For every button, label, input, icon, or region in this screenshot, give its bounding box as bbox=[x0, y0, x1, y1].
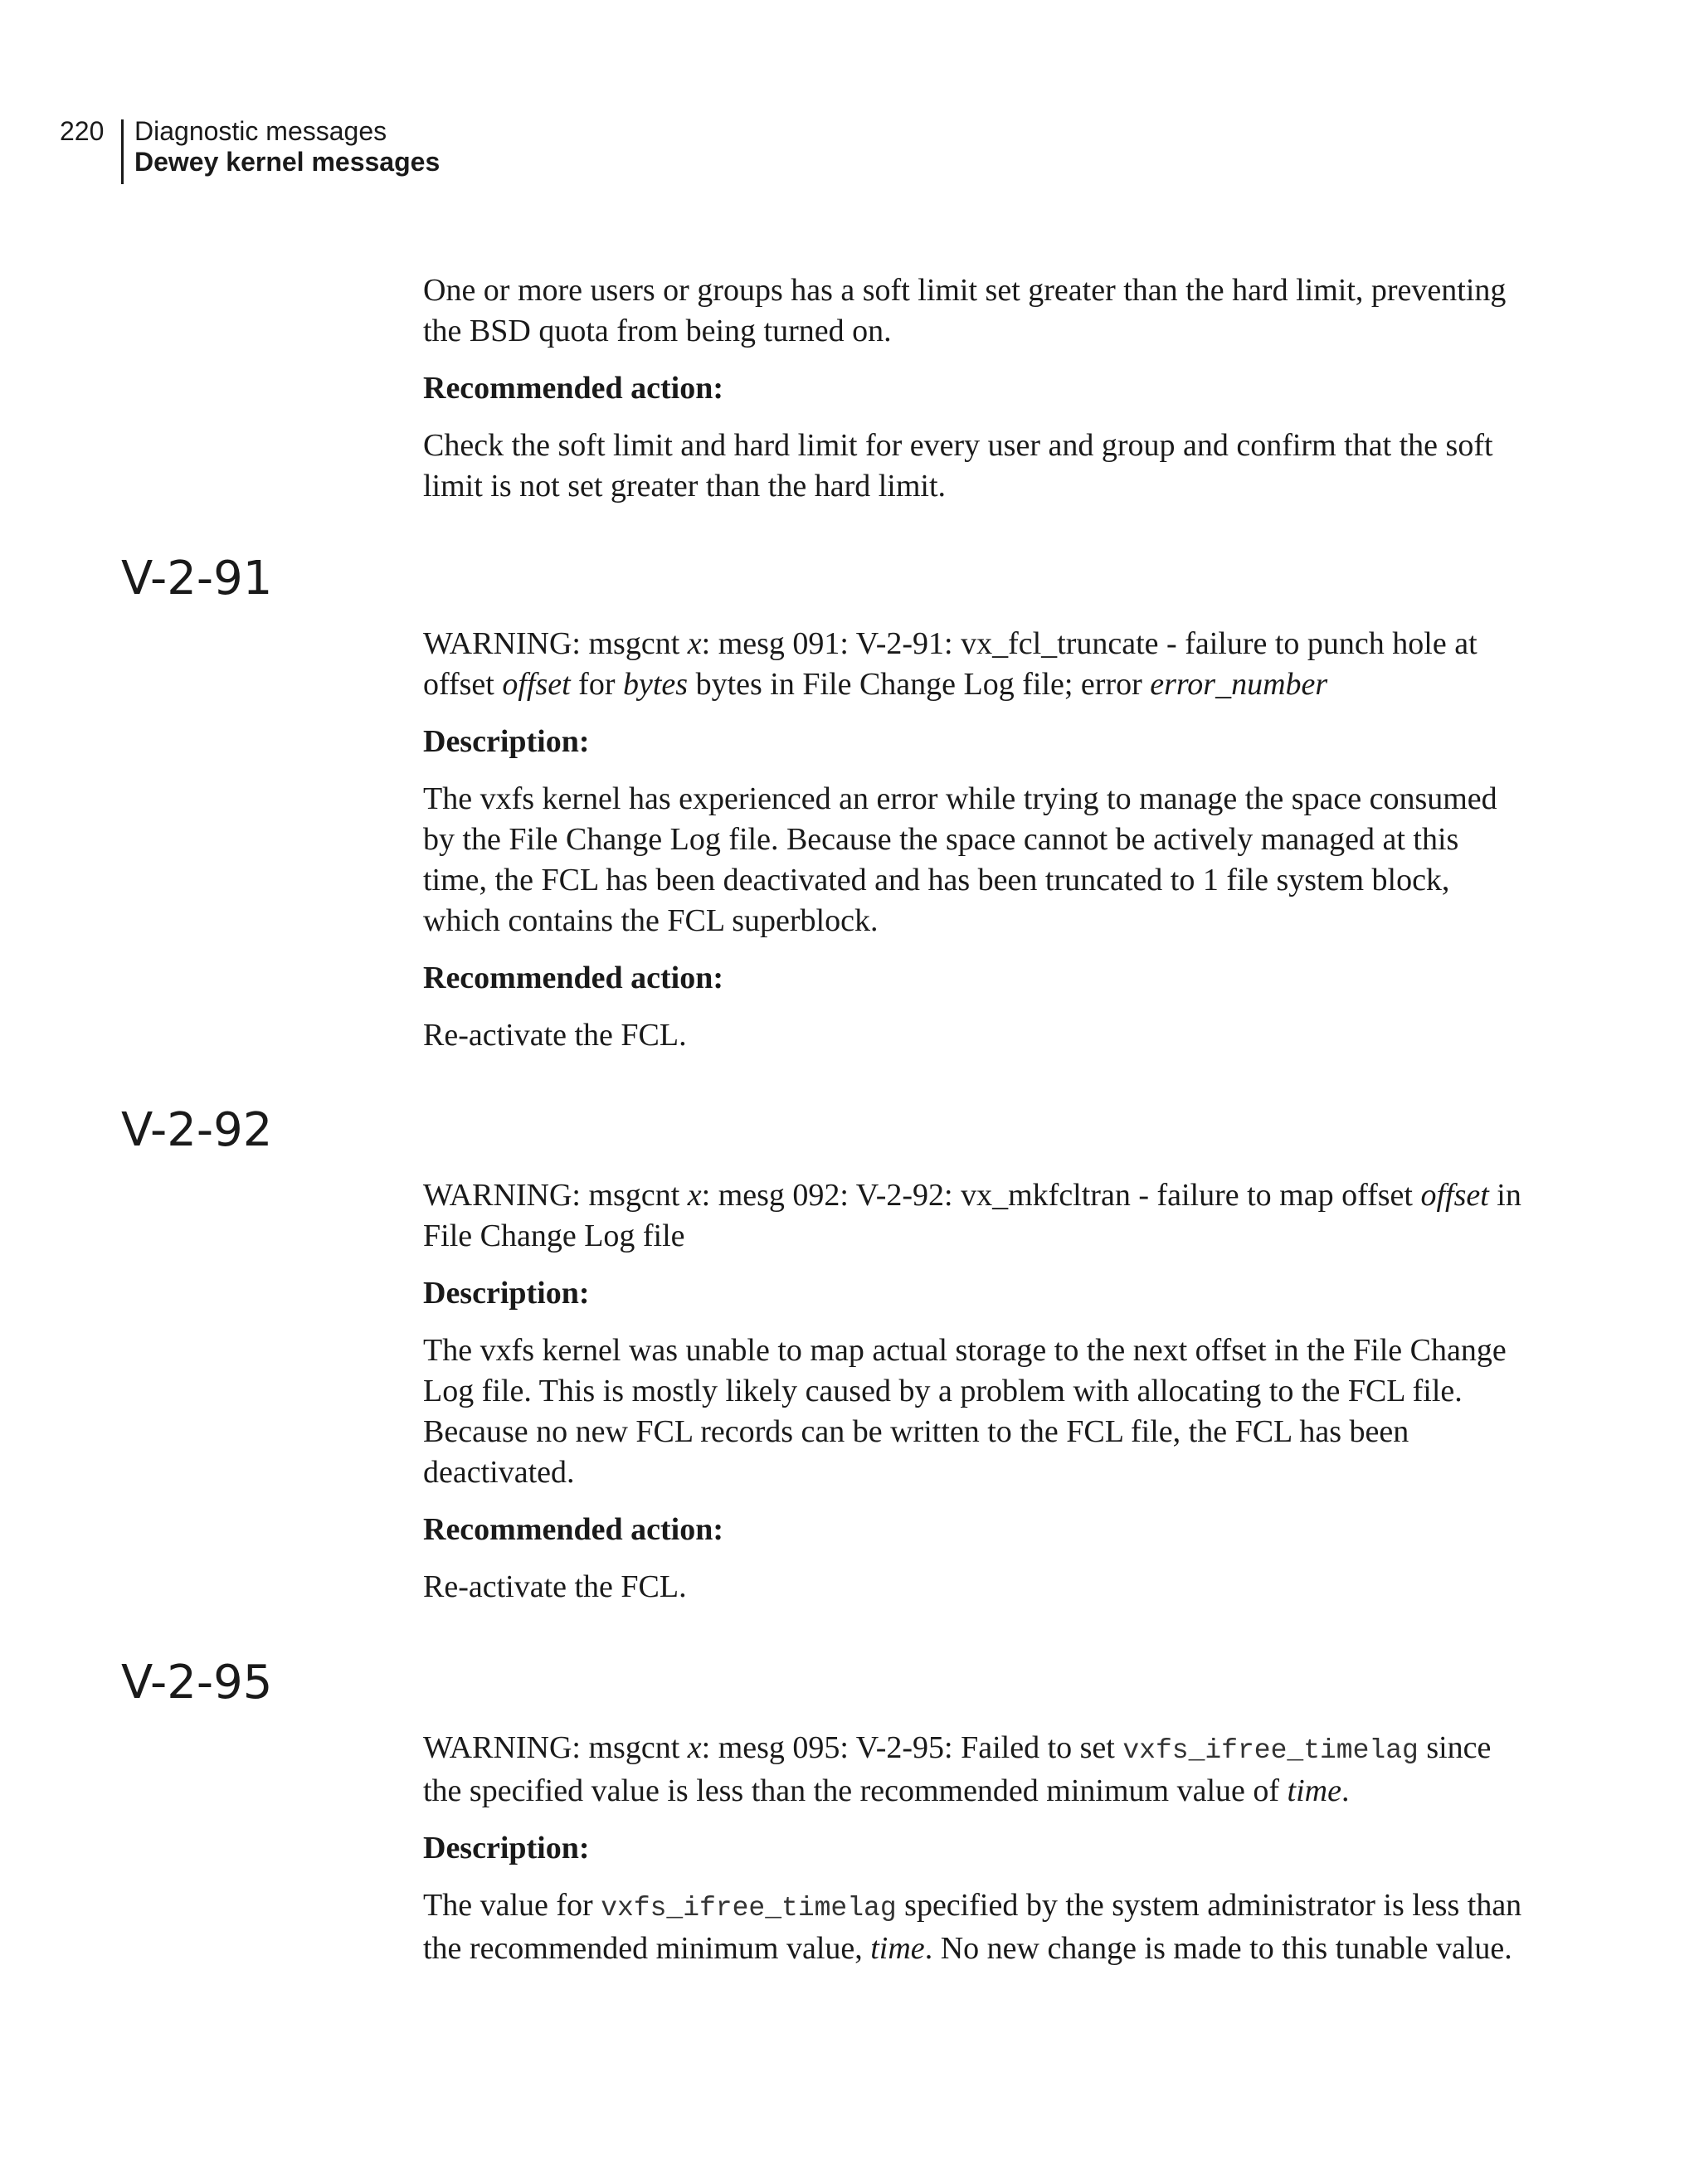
intro-recommended-action: Check the soft limit and hard limit for every user and group and confirm that the soft limit is not set greater than the hard limit. bbox=[423, 428, 1493, 503]
header-divider bbox=[121, 119, 124, 184]
description-label: Description: bbox=[423, 1831, 590, 1865]
description-segment: specified by the system administrator is less than the recommended minimum value, bbox=[423, 1888, 1522, 1966]
recommended-action: Re-activate the FCL. bbox=[423, 1018, 687, 1053]
description-text: The vxfs kernel was unable to map actual storage to the next offset in the File Change Log file. This is mostly likely caused by a problem with allocating to the FCL file. Because no new FCL records can be written to the FCL file, the FCL has been deactivated. bbox=[423, 1333, 1507, 1490]
warning-variable: x bbox=[687, 1730, 702, 1765]
warning-text bbox=[423, 624, 1526, 705]
message-block-v-2-91 bbox=[423, 624, 1526, 1056]
warning-variable: time bbox=[1287, 1773, 1341, 1808]
message-heading-v-2-91: V-2-91 bbox=[121, 552, 273, 606]
warning-variable: error_number bbox=[1150, 667, 1328, 702]
message-heading-v-2-95: V-2-95 bbox=[121, 1656, 273, 1710]
warning-segment: since the specified value is less than the recommended minimum value of bbox=[423, 1730, 1492, 1808]
recommended-label: Recommended action: bbox=[423, 1512, 723, 1547]
warning-segment: WARNING: msgcnt bbox=[423, 1730, 688, 1765]
description-label: Description: bbox=[423, 1276, 590, 1311]
intro-recommended-label: Recommended action: bbox=[423, 371, 723, 406]
warning-variable: offset bbox=[1420, 1178, 1489, 1213]
warning-segment: for bbox=[570, 667, 623, 702]
warning-variable: x bbox=[687, 1178, 702, 1213]
page-number: 220 bbox=[60, 116, 105, 146]
warning-segment: in File Change Log file bbox=[423, 1178, 1521, 1253]
header-titles bbox=[134, 116, 440, 178]
message-block-v-2-95 bbox=[423, 1728, 1526, 1969]
warning-text bbox=[423, 1728, 1526, 1812]
warning-segment: : mesg 091: V-2-91: vx_fcl_truncate - failure to punch hole at offset bbox=[423, 626, 1477, 702]
description-text bbox=[423, 1885, 1526, 1969]
warning-segment: WARNING: msgcnt bbox=[423, 1178, 688, 1213]
warning-variable: x bbox=[687, 626, 702, 661]
message-heading-v-2-92: V-2-92 bbox=[121, 1103, 273, 1157]
warning-segment: : mesg 092: V-2-92: vx_mkfcltran - failure to map offset bbox=[701, 1178, 1421, 1213]
warning-segment: WARNING: msgcnt bbox=[423, 626, 688, 661]
description-segment: . No new change is made to this tunable value. bbox=[924, 1931, 1512, 1966]
warning-variable: bytes bbox=[622, 667, 689, 702]
warning-segment: : mesg 095: V-2-95: Failed to set bbox=[701, 1730, 1123, 1765]
message-block-v-2-92 bbox=[423, 1175, 1526, 1608]
warning-text bbox=[423, 1175, 1526, 1257]
recommended-label: Recommended action: bbox=[423, 961, 723, 995]
warning-segment: . bbox=[1341, 1773, 1350, 1808]
recommended-action: Re-activate the FCL. bbox=[423, 1569, 687, 1604]
intro-block bbox=[423, 270, 1526, 507]
description-label: Description: bbox=[423, 724, 590, 759]
warning-segment: bytes in File Change Log file; error bbox=[688, 667, 1151, 702]
tunable-name: vxfs_ifree_timelag bbox=[601, 1893, 897, 1924]
description-segment: The value for bbox=[423, 1888, 601, 1923]
description-variable: time bbox=[870, 1931, 925, 1966]
section-title: Dewey kernel messages bbox=[134, 147, 441, 177]
warning-variable: offset bbox=[502, 667, 571, 702]
tunable-name: vxfs_ifree_timelag bbox=[1122, 1735, 1419, 1766]
chapter-title: Diagnostic messages bbox=[134, 116, 387, 146]
description-text: The vxfs kernel has experienced an error while trying to manage the space consumed by the File Change Log file. Because the space cannot be actively managed at this time, the FCL has been deactivated and has been truncated to 1 file system block, which contains the FCL superblock. bbox=[423, 781, 1497, 938]
intro-description: One or more users or groups has a soft limit set greater than the hard limit, preventing the BSD quota from being turned on. bbox=[423, 273, 1507, 348]
